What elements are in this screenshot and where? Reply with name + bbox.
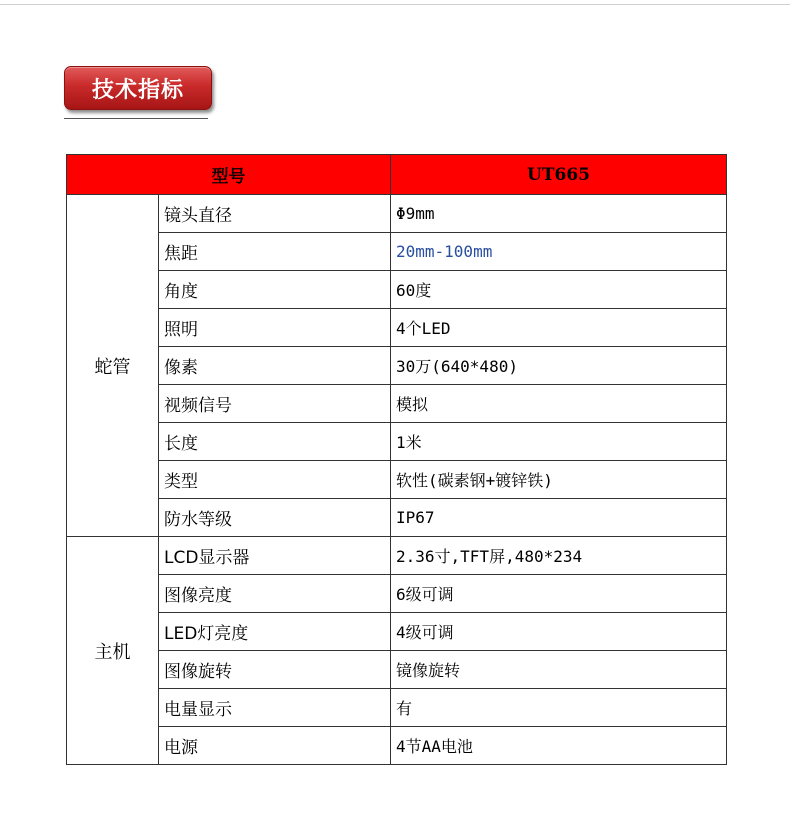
row-label: 防水等级 <box>159 499 391 537</box>
row-value: 4节AA电池 <box>391 727 727 765</box>
table-row <box>67 499 727 537</box>
row-value: 20mm-100mm <box>391 233 727 271</box>
title-underline <box>64 118 208 119</box>
row-value: IP67 <box>391 499 727 537</box>
table-row <box>67 651 727 689</box>
row-value: 4个LED <box>391 309 727 347</box>
row-value: 30万(640*480) <box>391 347 727 385</box>
row-label: 像素 <box>159 347 391 385</box>
row-label: LCD显示器 <box>159 537 391 575</box>
table-row <box>67 271 727 309</box>
table-row <box>67 613 727 651</box>
spec-table <box>66 154 727 765</box>
table-row <box>67 309 727 347</box>
table-row <box>67 689 727 727</box>
table-row <box>67 727 727 765</box>
table-row <box>67 423 727 461</box>
table-row <box>67 461 727 499</box>
row-value: 有 <box>391 689 727 727</box>
section-title: 技术指标 <box>91 77 184 103</box>
row-value: 镜像旋转 <box>391 651 727 689</box>
row-label: 焦距 <box>159 233 391 271</box>
row-value: 软性(碳素钢+镀锌铁) <box>391 461 727 499</box>
table-row <box>67 575 727 613</box>
top-divider <box>0 4 790 5</box>
table-row <box>67 347 727 385</box>
row-value: 60度 <box>391 271 727 309</box>
header-model-label: 型号 <box>67 155 391 195</box>
row-value: 4级可调 <box>391 613 727 651</box>
row-label: 长度 <box>159 423 391 461</box>
row-label: 电量显示 <box>159 689 391 727</box>
table-header-row <box>67 155 727 195</box>
group-label-hose: 蛇管 <box>67 195 159 537</box>
row-label: 电源 <box>159 727 391 765</box>
table-row <box>67 233 727 271</box>
row-value: 2.36寸,TFT屏,480*234 <box>391 537 727 575</box>
table-row <box>67 195 727 233</box>
row-value: 1米 <box>391 423 727 461</box>
row-label: 视频信号 <box>159 385 391 423</box>
row-label: LED灯亮度 <box>159 613 391 651</box>
row-label: 图像亮度 <box>159 575 391 613</box>
header-model-value: UT665 <box>391 155 727 195</box>
row-value: 模拟 <box>391 385 727 423</box>
row-label: 角度 <box>159 271 391 309</box>
row-label: 镜头直径 <box>159 195 391 233</box>
row-value: 6级可调 <box>391 575 727 613</box>
table-row <box>67 537 727 575</box>
section-title-badge <box>64 66 212 110</box>
row-label: 类型 <box>159 461 391 499</box>
row-label: 照明 <box>159 309 391 347</box>
row-label: 图像旋转 <box>159 651 391 689</box>
group-label-host: 主机 <box>67 537 159 765</box>
table-row <box>67 385 727 423</box>
row-value: Φ9mm <box>391 195 727 233</box>
